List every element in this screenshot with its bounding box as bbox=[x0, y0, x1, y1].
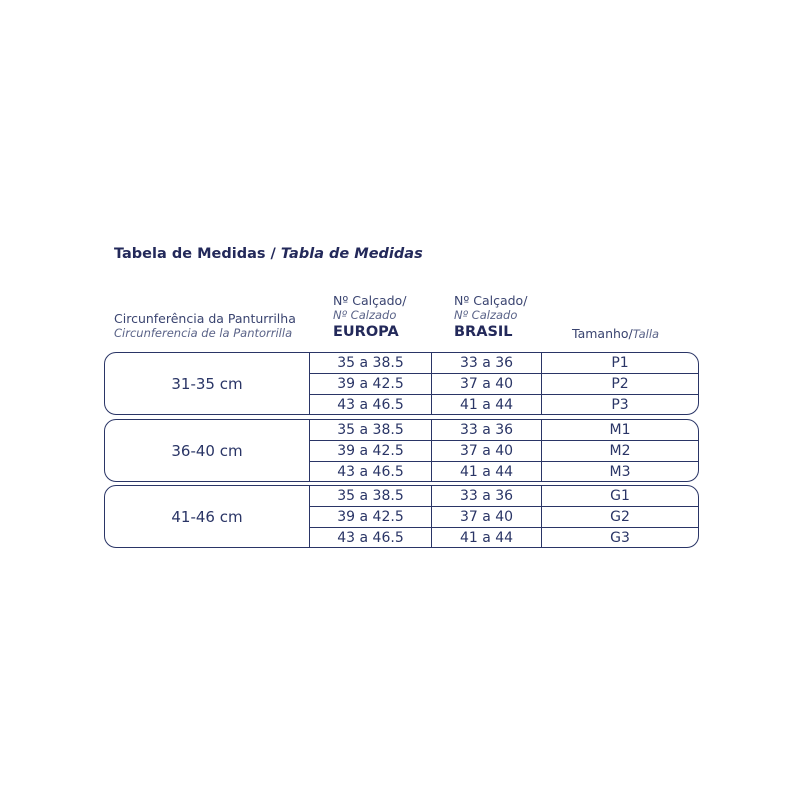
tamanho-value: P1 bbox=[611, 355, 629, 371]
europa-value: 43 a 46.5 bbox=[310, 462, 432, 482]
header-europa bbox=[333, 293, 406, 341]
size-group-3 bbox=[104, 485, 699, 548]
table-row bbox=[310, 374, 698, 395]
europa-value: 43 a 46.5 bbox=[310, 395, 432, 415]
tamanho-value: M1 bbox=[609, 422, 631, 438]
brasil-value: 37 a 40 bbox=[432, 374, 542, 394]
europa-value: 39 a 42.5 bbox=[310, 441, 432, 461]
header-europa-name: EUROPA bbox=[333, 324, 399, 340]
title-es: Tabla de Medidas bbox=[280, 246, 423, 262]
group-rows bbox=[310, 353, 698, 414]
header-circumference-pt: Circunferência da Panturrilha bbox=[114, 311, 296, 326]
table-row bbox=[310, 486, 698, 507]
brasil-value: 41 a 44 bbox=[432, 528, 542, 548]
header-brasil bbox=[454, 293, 527, 341]
brasil-value: 33 a 36 bbox=[432, 353, 542, 373]
table-row bbox=[310, 441, 698, 462]
header-europa-es: Nº Calzado bbox=[333, 308, 397, 322]
brasil-value: 33 a 36 bbox=[432, 420, 542, 440]
brasil-value: 37 a 40 bbox=[432, 441, 542, 461]
table-row bbox=[310, 353, 698, 374]
tamanho-value: G3 bbox=[610, 530, 630, 546]
header-europa-pt: Nº Calçado/ bbox=[333, 293, 407, 308]
table-row bbox=[310, 528, 698, 548]
circumference-value: 36-40 cm bbox=[105, 420, 310, 481]
size-group-1 bbox=[104, 352, 699, 415]
page-title bbox=[114, 246, 423, 262]
europa-value: 39 a 42.5 bbox=[310, 374, 432, 394]
title-pt: Tabela de Medidas / bbox=[114, 246, 281, 262]
header-tamanho bbox=[572, 325, 659, 342]
table-row bbox=[310, 395, 698, 415]
header-brasil-es: Nº Calzado bbox=[454, 308, 518, 322]
brasil-value: 41 a 44 bbox=[432, 462, 542, 482]
header-circumference bbox=[114, 311, 296, 341]
table-row bbox=[310, 462, 698, 482]
header-brasil-pt: Nº Calçado/ bbox=[454, 293, 528, 308]
europa-value: 43 a 46.5 bbox=[310, 528, 432, 548]
header-tamanho-pt: Tamanho/ bbox=[572, 326, 633, 341]
group-rows bbox=[310, 486, 698, 547]
table-row bbox=[310, 420, 698, 441]
brasil-value: 33 a 36 bbox=[432, 486, 542, 506]
europa-value: 39 a 42.5 bbox=[310, 507, 432, 527]
brasil-value: 41 a 44 bbox=[432, 395, 542, 415]
tamanho-value: G2 bbox=[610, 509, 630, 525]
circumference-value: 41-46 cm bbox=[105, 486, 310, 547]
tamanho-value: P2 bbox=[611, 376, 629, 392]
table-row bbox=[310, 507, 698, 528]
header-brasil-name: BRASIL bbox=[454, 324, 513, 340]
europa-value: 35 a 38.5 bbox=[310, 486, 432, 506]
tamanho-value: M3 bbox=[609, 464, 631, 480]
group-rows bbox=[310, 420, 698, 481]
size-group-2 bbox=[104, 419, 699, 482]
europa-value: 35 a 38.5 bbox=[310, 420, 432, 440]
tamanho-value: G1 bbox=[610, 488, 630, 504]
circumference-value: 31-35 cm bbox=[105, 353, 310, 414]
tamanho-value: M2 bbox=[609, 443, 631, 459]
tamanho-value: P3 bbox=[611, 397, 629, 413]
europa-value: 35 a 38.5 bbox=[310, 353, 432, 373]
header-tamanho-es: Talla bbox=[632, 327, 660, 341]
brasil-value: 37 a 40 bbox=[432, 507, 542, 527]
header-circumference-es: Circunferencia de la Pantorrilla bbox=[114, 326, 293, 340]
